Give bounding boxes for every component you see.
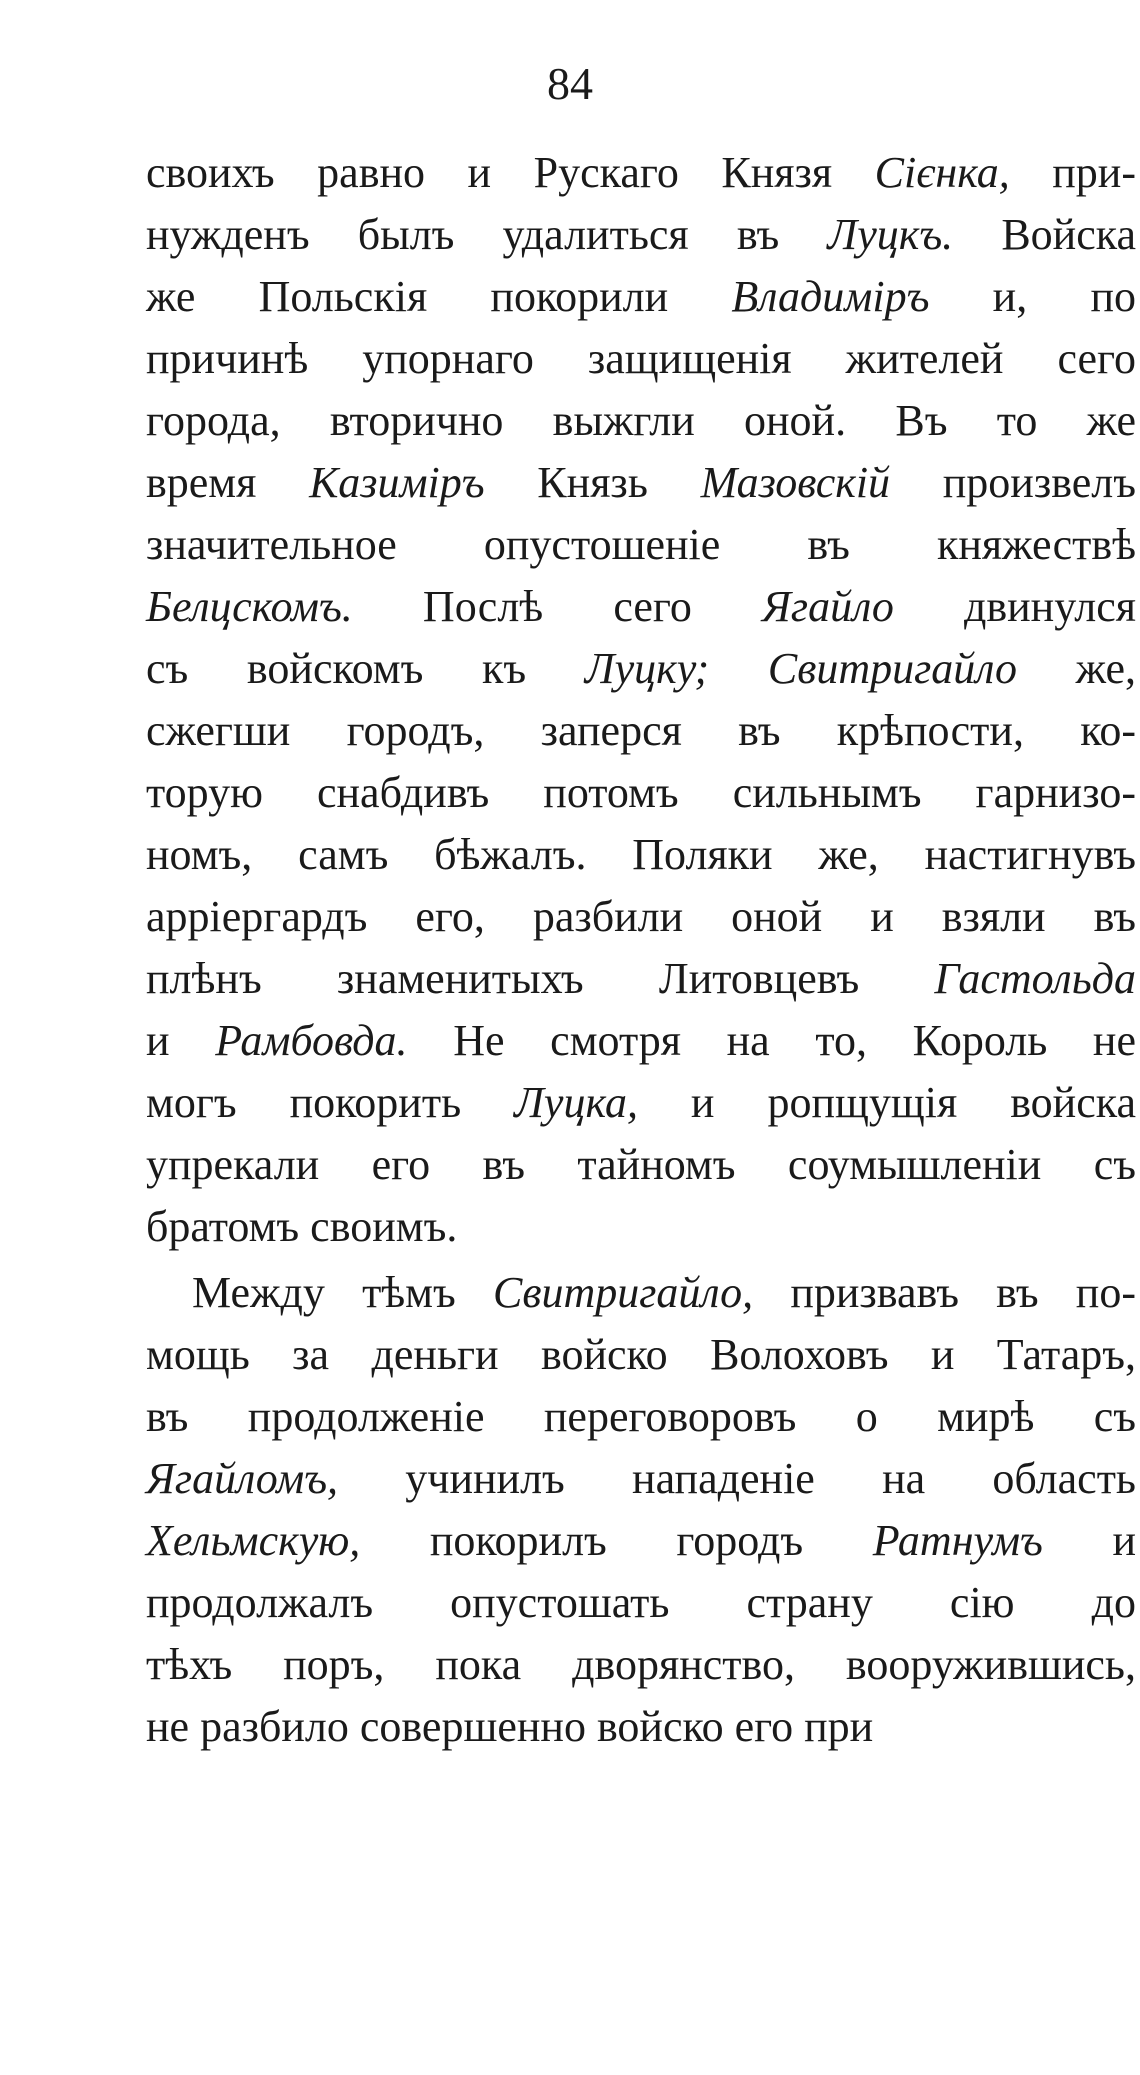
italic-name: Мазовскій xyxy=(700,458,891,507)
italic-name: Белцскомъ. xyxy=(146,582,353,631)
italic-name: Свитригайло, xyxy=(493,1268,754,1317)
text-line: плѣнъ знаменитыхъ Литовцевъ Гастольда xyxy=(146,954,1136,1003)
text-line: мощь за деньги войско Волоховъ и Татаръ, xyxy=(146,1330,1136,1379)
page-number: 84 xyxy=(547,58,593,109)
text-line: и Рамбовда. Не смотря на то, Король не xyxy=(146,1016,1136,1065)
italic-name: Рамбовда. xyxy=(215,1016,408,1065)
text-line: Между тѣмъ Свитригайло, призвавъ въ по- xyxy=(192,1268,1137,1317)
italic-name: Гастольда xyxy=(934,954,1136,1003)
italic-name: Свитригайло xyxy=(767,644,1017,693)
text-line: Белцскомъ. Послѣ сего Ягайло двинулся xyxy=(146,582,1137,631)
text-line: Ягайломъ, учинилъ нападеніе на область xyxy=(146,1454,1136,1503)
text-line: могъ покорить Луцка, и ропщущія войска xyxy=(146,1078,1136,1127)
text-line: торую снабдивъ потомъ сильнымъ гарнизо- xyxy=(146,768,1136,817)
text-line: время Казиміръ Князь Мазовскій произвелъ xyxy=(146,458,1136,507)
text-line: арріергардъ его, разбили оной и взяли въ xyxy=(146,892,1136,941)
paragraph xyxy=(146,142,1136,1258)
italic-name: Владиміръ xyxy=(731,272,930,321)
italic-name: Хельмскую, xyxy=(146,1516,361,1565)
text-line: же Польскія покорили Владиміръ и, по xyxy=(146,272,1137,321)
text-line: номъ, самъ бѣжалъ. Поляки же, настигнувъ xyxy=(146,830,1136,879)
italic-name: Луцкъ. xyxy=(827,210,954,259)
italic-name: Ягайло xyxy=(762,582,894,631)
paragraph xyxy=(146,1262,1136,1758)
body-text xyxy=(146,142,1136,1758)
text-line: съ войскомъ къ Луцку; Свитригайло же, xyxy=(146,644,1136,693)
text-line: своихъ равно и Рускаго Князя Сієнка, при- xyxy=(146,148,1136,197)
text-line: сжегши городъ, заперся въ крѣпости, ко- xyxy=(146,706,1136,755)
text-line: значительное опустошеніе въ княжествѣ xyxy=(146,520,1136,569)
text-line: не разбило совершенно войско его при xyxy=(146,1702,874,1751)
italic-name: Луцка, xyxy=(514,1078,638,1127)
text-line: причинѣ упорнаго защищенія жителей сего xyxy=(146,334,1136,383)
italic-name: Сієнка, xyxy=(874,148,1010,197)
text-line: упрекали его въ тайномъ соумышленіи съ xyxy=(146,1140,1136,1189)
italic-name: Луцку; xyxy=(584,644,710,693)
text-line: продолжалъ опустошать страну сію до xyxy=(146,1578,1136,1627)
text-line: братомъ своимъ. xyxy=(146,1202,458,1251)
text-line: нужденъ былъ удалиться въ Луцкъ. Войска xyxy=(146,210,1136,259)
text-line: Хельмскую, покорилъ городъ Ратнумъ и xyxy=(146,1516,1136,1565)
italic-name: Ягайломъ, xyxy=(146,1454,339,1503)
text-line: города, вторично выжгли оной. Въ то же xyxy=(146,396,1136,445)
italic-name: Ратнумъ xyxy=(872,1516,1043,1565)
text-line: въ продолженіе переговоровъ о мирѣ съ xyxy=(146,1392,1136,1441)
italic-name: Казиміръ xyxy=(309,458,485,507)
text-line: тѣхъ поръ, пока дворянство, вооружившись, xyxy=(146,1640,1136,1689)
